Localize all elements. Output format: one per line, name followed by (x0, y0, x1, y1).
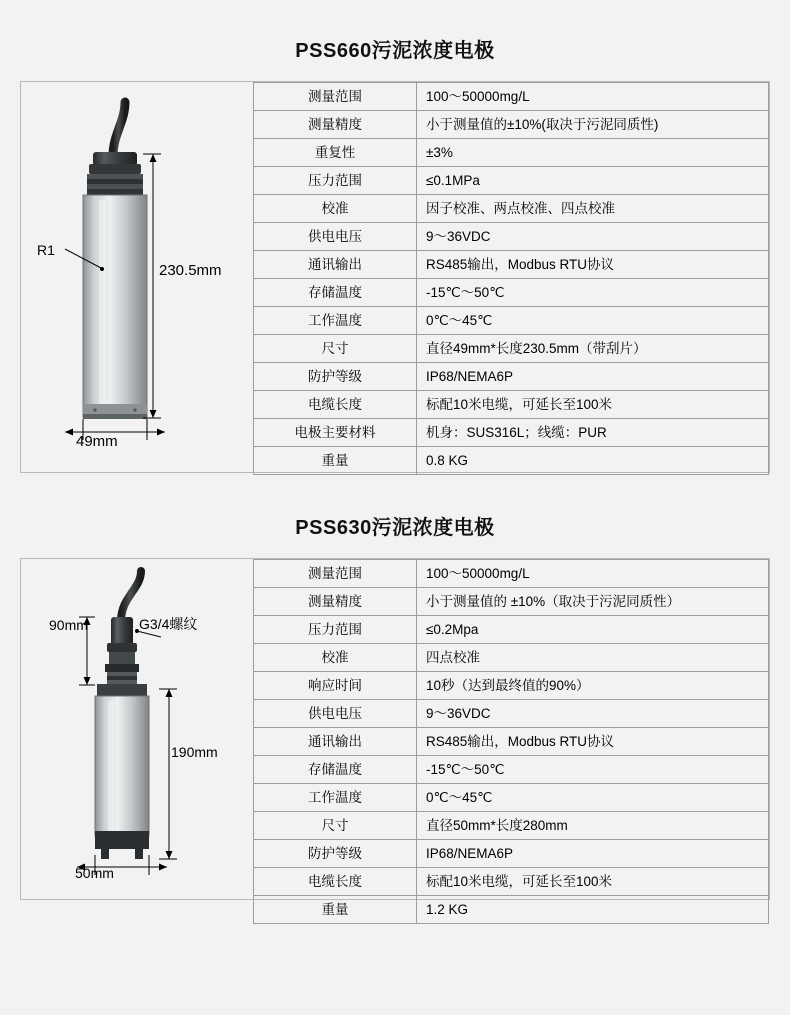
table-row (254, 644, 769, 672)
table-row (254, 391, 769, 419)
table-row (254, 812, 769, 840)
table-row (254, 335, 769, 363)
table-row (254, 111, 769, 139)
table-row (254, 588, 769, 616)
spec-value: 9～36VDC (417, 223, 769, 251)
spec-label: 通讯输出 (254, 728, 417, 756)
dim-label-body-height-630: 190mm (171, 744, 218, 760)
table-row (254, 363, 769, 391)
spec-value: 小于测量值的 ±10%（取决于污泥同质性） (417, 588, 769, 616)
spec-label: 校准 (254, 195, 417, 223)
table-row (254, 279, 769, 307)
spec-label: 压力范围 (254, 167, 417, 195)
table-row (254, 83, 769, 111)
spec-label: 响应时间 (254, 672, 417, 700)
product-diagram-pss630 (21, 559, 253, 899)
spec-value: 小于测量值的±10%(取决于污泥同质性) (417, 111, 769, 139)
spec-label: 重复性 (254, 139, 417, 167)
page-title-pss660: PSS660污泥浓度电极 (295, 40, 495, 62)
spec-label: 供电电压 (254, 700, 417, 728)
spec-label: 校准 (254, 644, 417, 672)
spec-value: -15℃～50℃ (417, 756, 769, 784)
spec-value: 0℃～45℃ (417, 307, 769, 335)
spec-value: 0.8 KG (417, 447, 769, 475)
spec-label: 工作温度 (254, 784, 417, 812)
probe-drawing-630 (21, 559, 253, 899)
spec-value: ≤0.1MPa (417, 167, 769, 195)
spec-value: 100～50000mg/L (417, 560, 769, 588)
table-row (254, 784, 769, 812)
table-row (254, 560, 769, 588)
spec-value: 标配10米电缆，可延长至100米 (417, 868, 769, 896)
spec-value: RS485输出，Modbus RTU协议 (417, 251, 769, 279)
spec-label: 电缆长度 (254, 391, 417, 419)
spec-value: 直径50mm*长度280mm (417, 812, 769, 840)
dim-label-width-660: 49mm (76, 433, 118, 450)
spec-table-pss630 (253, 559, 769, 924)
spec-label: 测量范围 (254, 560, 417, 588)
spec-value: 标配10米电缆，可延长至100米 (417, 391, 769, 419)
spec-value: ≤0.2Mpa (417, 616, 769, 644)
table-row (254, 223, 769, 251)
spec-label: 尺寸 (254, 812, 417, 840)
spec-value: 因子校准、两点校准、四点校准 (417, 195, 769, 223)
spec-value: ±3% (417, 139, 769, 167)
spec-label: 供电电压 (254, 223, 417, 251)
spec-label: 压力范围 (254, 616, 417, 644)
spec-label: 测量精度 (254, 588, 417, 616)
spec-label: 尺寸 (254, 335, 417, 363)
dim-label-width-630: 50mm (75, 865, 114, 881)
spec-label: 测量精度 (254, 111, 417, 139)
spec-label: 电缆长度 (254, 868, 417, 896)
spec-value: RS485输出，Modbus RTU协议 (417, 728, 769, 756)
table-row (254, 896, 769, 924)
spec-value: 四点校准 (417, 644, 769, 672)
spec-value: 9～36VDC (417, 700, 769, 728)
spec-value: 直径49mm*长度230.5mm（带刮片） (417, 335, 769, 363)
spec-value: IP68/NEMA6P (417, 840, 769, 868)
spec-label: 存储温度 (254, 756, 417, 784)
spec-block-pss660 (20, 81, 770, 473)
spec-label: 重量 (254, 896, 417, 924)
product-diagram-pss660 (21, 82, 253, 472)
spec-value: 1.2 KG (417, 896, 769, 924)
product-spec-page (0, 34, 790, 1015)
spec-label: 电极主要材料 (254, 419, 417, 447)
table-row (254, 672, 769, 700)
spec-value: -15℃～50℃ (417, 279, 769, 307)
table-row (254, 700, 769, 728)
spec-value: 10秒（达到最终值的90%） (417, 672, 769, 700)
table-row (254, 447, 769, 475)
table-row (254, 251, 769, 279)
dim-label-top-height-630: 90mm (49, 617, 88, 633)
spec-value: 100～50000mg/L (417, 83, 769, 111)
spec-table-pss660 (253, 82, 769, 475)
dim-label-thread-630: G3/4螺纹 (139, 616, 198, 632)
table-row (254, 419, 769, 447)
spec-label: 存储温度 (254, 279, 417, 307)
dim-label-height-660: 230.5mm (159, 262, 222, 279)
spec-value: IP68/NEMA6P (417, 363, 769, 391)
dim-label-r1: R1 (37, 242, 55, 258)
table-row (254, 139, 769, 167)
spec-label: 重量 (254, 447, 417, 475)
table-row (254, 616, 769, 644)
spec-label: 通讯输出 (254, 251, 417, 279)
spec-label: 防护等级 (254, 840, 417, 868)
spec-label: 工作温度 (254, 307, 417, 335)
table-row (254, 840, 769, 868)
table-row (254, 756, 769, 784)
spec-label: 防护等级 (254, 363, 417, 391)
table-row (254, 307, 769, 335)
spec-value: 0℃～45℃ (417, 784, 769, 812)
spec-value: 机身：SUS316L；线缆：PUR (417, 419, 769, 447)
table-row (254, 167, 769, 195)
table-row (254, 728, 769, 756)
table-row (254, 868, 769, 896)
spec-block-pss630 (20, 558, 770, 917)
spec-label: 测量范围 (254, 83, 417, 111)
page-title-pss630: PSS630污泥浓度电极 (295, 517, 495, 539)
table-row (254, 195, 769, 223)
